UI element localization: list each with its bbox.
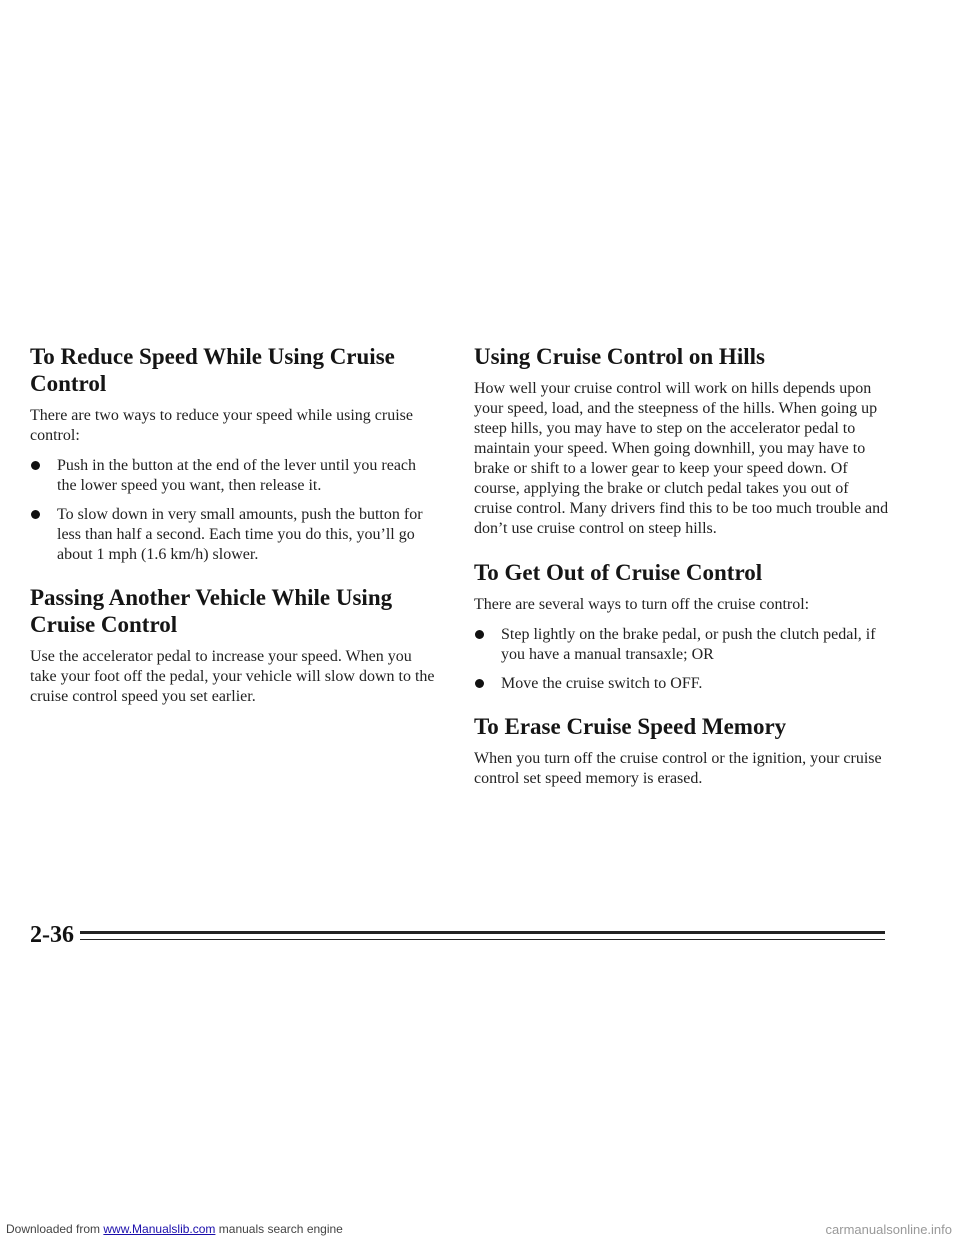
list-item-text: Move the cruise switch to OFF. (501, 675, 703, 692)
left-column (30, 343, 438, 717)
section-heading-hills: Using Cruise Control on Hills (474, 344, 765, 369)
list-item-text: Push in the button at the end of the lever until you reach the lower speed you want, then release it. (57, 457, 417, 494)
reduce-speed-intro: There are two ways to reduce your speed while using cruise control: (30, 407, 413, 444)
list-item (474, 674, 890, 694)
bullet-icon (475, 679, 484, 688)
bullet-icon (31, 461, 40, 470)
erase-memory-paragraph: When you turn off the cruise control or the ignition, your cruise control set speed memory is erased. (474, 750, 882, 787)
footer-rule (80, 931, 885, 934)
reduce-speed-list (30, 456, 438, 565)
section-heading-erase-memory: To Erase Cruise Speed Memory (474, 714, 787, 739)
list-item (474, 625, 890, 665)
get-out-intro: There are several ways to turn off the cruise control: (474, 596, 810, 613)
passing-paragraph: Use the accelerator pedal to increase your speed. When you take your foot off the pedal, your vehicle will slow down to the cruise control speed you set earlier. (30, 648, 435, 705)
section-heading-get-out: To Get Out of Cruise Control (474, 560, 763, 585)
bullet-icon (31, 510, 40, 519)
section-heading-passing: Passing Another Vehicle While Using Cruise Control (30, 585, 393, 637)
list-item-text: Step lightly on the brake pedal, or push the clutch pedal, if you have a manual transaxle; OR (501, 626, 876, 663)
bullet-icon (475, 630, 484, 639)
manualslib-link[interactable]: www.Manualslib.com (103, 1222, 216, 1236)
right-column (474, 343, 890, 799)
page-number: 2-36 (30, 922, 80, 949)
section-heading-reduce-speed: To Reduce Speed While Using Cruise Control (30, 344, 395, 396)
list-item-text: To slow down in very small amounts, push the button for less than half a second. Each time you do this, you’ll go about 1 mph (1.6 km/h) slower. (57, 506, 423, 563)
download-watermark (6, 1222, 343, 1236)
watermark-prefix: Downloaded from (6, 1222, 104, 1236)
watermark-suffix: manuals search engine (215, 1222, 343, 1236)
hills-paragraph: How well your cruise control will work on hills depends upon your speed, load, and the steepness of the hills. When going up steep hills, you may have to step on the accelerator pedal to maintain your speed. When going downhill, you may have to brake or shift to a lower gear to keep your speed down. Of course, applying the brake or clutch pedal takes you out of cruise control. Many drivers find this to be too much trouble and don’t use cruise control on steep hills. (474, 380, 889, 537)
list-item (30, 456, 438, 496)
list-item (30, 505, 438, 565)
footer-rule-thin (80, 939, 885, 940)
site-watermark: carmanualsonline.info (825, 1222, 952, 1237)
get-out-list (474, 625, 890, 694)
